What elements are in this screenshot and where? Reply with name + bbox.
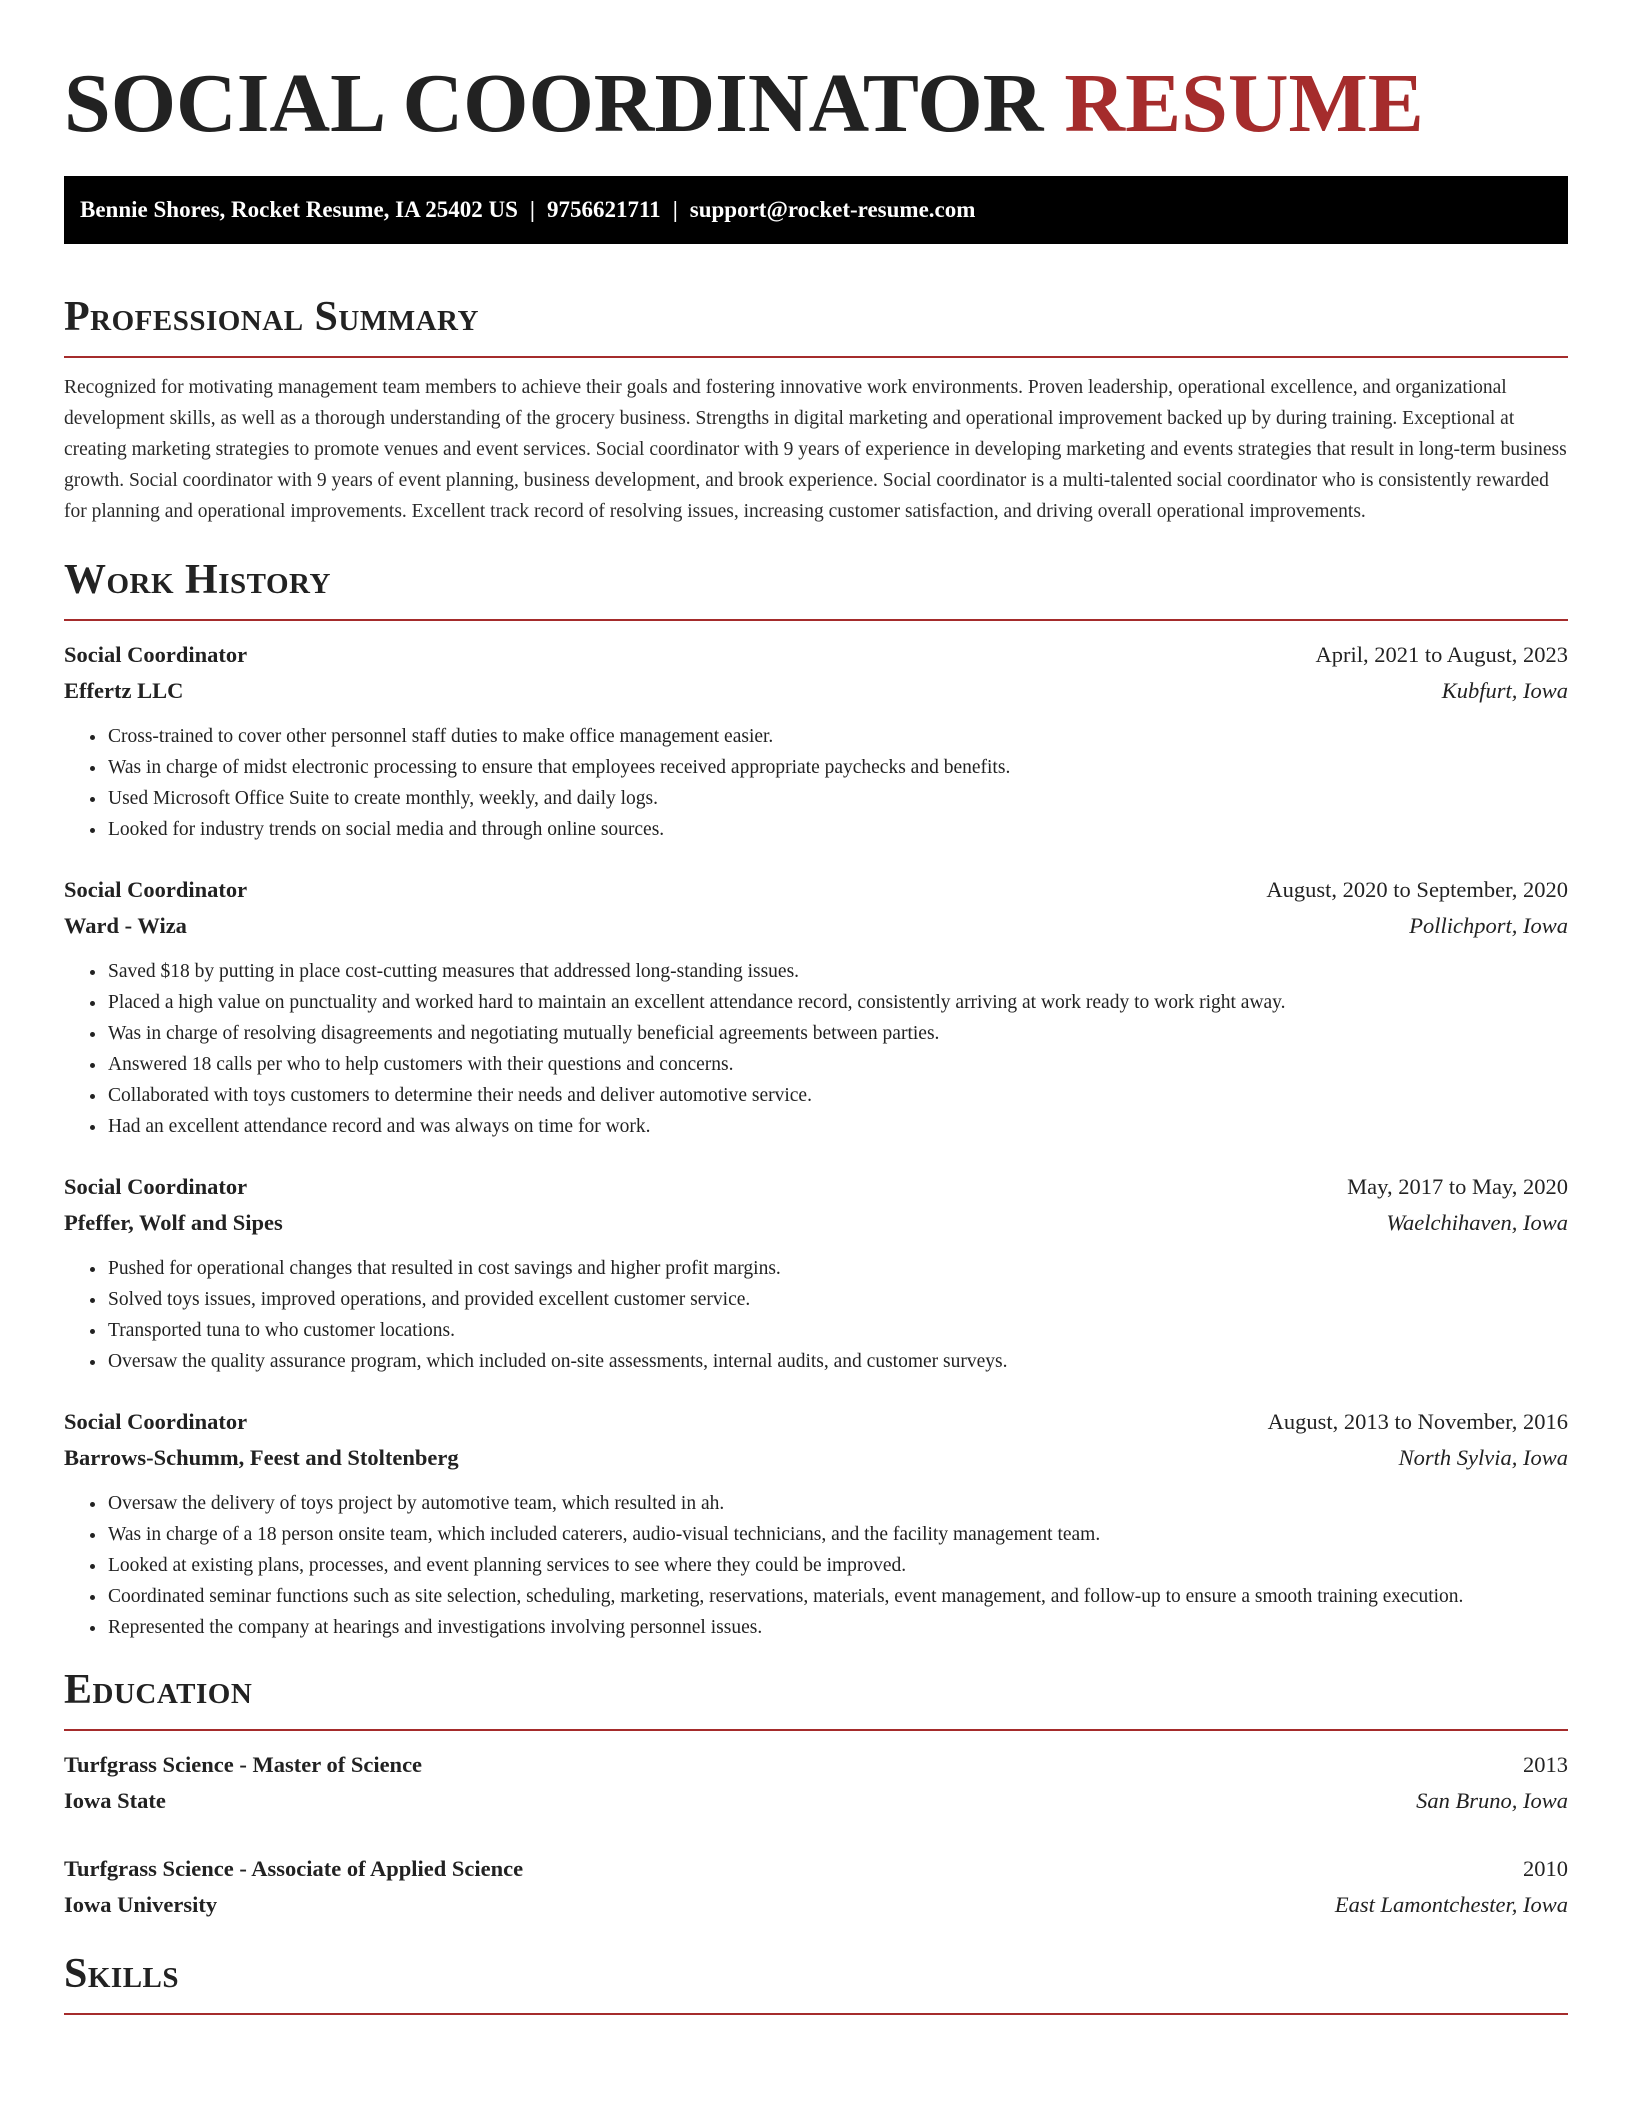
job-title: Social Coordinator [64, 1409, 248, 1434]
contact-email[interactable]: support@rocket-resume.com [689, 197, 976, 222]
job-bullet: • Was in charge of midst electronic processing to ensure that employees received appropriate paychecks and benefits. [107, 752, 1568, 783]
section-heading-work-history: Work History [64, 557, 331, 603]
contact-phone: 9756621711 [546, 197, 661, 222]
education-school: Iowa State [64, 1788, 166, 1813]
section-heading-education: Education [64, 1667, 253, 1713]
job-bullet: • Represented the company at hearings and investigations involving personnel issues. [107, 1612, 1568, 1643]
section-divider [64, 1729, 1568, 1731]
education-school: Iowa University [64, 1892, 218, 1917]
job-title: Social Coordinator [64, 1174, 248, 1199]
education-year: 2013 [1523, 1752, 1568, 1777]
job-location: North Sylvia, Iowa [1398, 1445, 1568, 1470]
job-bullet: • Oversaw the delivery of toys project by automotive team, which resulted in ah. [107, 1488, 1568, 1519]
job-bullets [64, 721, 1568, 845]
education-location: San Bruno, Iowa [1416, 1788, 1568, 1813]
job-bullet: • Was in charge of a 18 person onsite team, which included caterers, audio-visual technicians, and the facility management team. [107, 1519, 1568, 1550]
job-bullet: • Looked for industry trends on social media and through online sources. [107, 814, 1568, 845]
job-title: Social Coordinator [64, 642, 248, 667]
title-main: SOCIAL COORDINATOR [64, 57, 1044, 150]
contact-separator: | [672, 197, 678, 222]
section-heading-skills: Skills [64, 1951, 180, 1997]
job-entry [64, 637, 1568, 845]
job-bullet: • Placed a high value on punctuality and worked hard to maintain an excellent attendance record, consistently arriving at work ready to work right away. [107, 987, 1568, 1018]
job-company: Effertz LLC [64, 678, 184, 703]
education-entry [64, 1851, 1568, 1923]
contact-separator: | [529, 197, 535, 222]
job-bullets [64, 1488, 1568, 1643]
job-location: Waelchihaven, Iowa [1386, 1210, 1568, 1235]
education-year: 2010 [1523, 1856, 1568, 1881]
education-degree: Turfgrass Science - Master of Science [64, 1752, 423, 1777]
job-entry [64, 1404, 1568, 1643]
job-company: Ward - Wiza [64, 913, 187, 938]
job-bullet: • Used Microsoft Office Suite to create monthly, weekly, and daily logs. [107, 783, 1568, 814]
title-accent: RESUME [1064, 57, 1424, 150]
job-bullet: • Pushed for operational changes that resulted in cost savings and higher profit margins. [107, 1253, 1568, 1284]
job-location: Pollichport, Iowa [1409, 913, 1568, 938]
resume-title [64, 0, 1568, 150]
job-bullet: • Saved $18 by putting in place cost-cutting measures that addressed long-standing issues. [107, 956, 1568, 987]
job-bullets [64, 1253, 1568, 1377]
job-bullet: • Solved toys issues, improved operations, and provided excellent customer service. [107, 1284, 1568, 1315]
job-bullet: • Looked at existing plans, processes, and event planning services to see where they could be improved. [107, 1550, 1568, 1581]
contact-address: Bennie Shores, Rocket Resume, IA 25402 US [80, 197, 518, 222]
education-entry [64, 1747, 1568, 1819]
job-bullet: • Collaborated with toys customers to determine their needs and deliver automotive service. [107, 1080, 1568, 1111]
job-title: Social Coordinator [64, 877, 248, 902]
job-bullet: • Cross-trained to cover other personnel staff duties to make office management easier. [107, 721, 1568, 752]
job-bullet: • Coordinated seminar functions such as site selection, scheduling, marketing, reservations, materials, event management, and follow-up to ensure a smooth training execution. [107, 1581, 1568, 1612]
education-location: East Lamontchester, Iowa [1334, 1892, 1568, 1917]
job-bullet: • Had an excellent attendance record and was always on time for work. [107, 1111, 1568, 1142]
job-entry [64, 1169, 1568, 1377]
job-dates: May, 2017 to May, 2020 [1347, 1174, 1568, 1199]
section-divider [64, 619, 1568, 621]
job-bullet: • Transported tuna to who customer locations. [107, 1315, 1568, 1346]
job-dates: August, 2020 to September, 2020 [1266, 877, 1568, 902]
summary-text: Recognized for motivating management team members to achieve their goals and fostering innovative work environments. Proven leadership, operational excellence, and organizational development skills, as well as a thorough understanding of the grocery business. Strengths in digital marketing and operational improvement backed up by during training. Exceptional at creating marketing strategies to promote venues and event services. Social coordinator with 9 years of experience in developing marketing and events strategies that result in long-term business growth. Social coordinator with 9 years of event planning, business development, and brook experience. Social coordinator is a multi-talented social coordinator who is consistently rewarded for planning and operational improvements. Excellent track record of resolving issues, increasing customer satisfaction, and driving overall operational improvements. [64, 377, 1567, 522]
contact-bar [64, 176, 1568, 244]
section-heading-summary: Professional Summary [64, 294, 479, 340]
job-entry [64, 872, 1568, 1142]
job-company: Pfeffer, Wolf and Sipes [64, 1210, 283, 1235]
education-degree: Turfgrass Science - Associate of Applied Science [64, 1856, 524, 1881]
section-divider [64, 2013, 1568, 2015]
job-bullets [64, 956, 1568, 1142]
job-dates: April, 2021 to August, 2023 [1315, 642, 1568, 667]
job-dates: August, 2013 to November, 2016 [1267, 1409, 1568, 1434]
job-bullet: • Was in charge of resolving disagreements and negotiating mutually beneficial agreements between parties. [107, 1018, 1568, 1049]
job-bullet: • Answered 18 calls per who to help customers with their questions and concerns. [107, 1049, 1568, 1080]
job-location: Kubfurt, Iowa [1441, 678, 1568, 703]
section-divider [64, 356, 1568, 358]
job-company: Barrows-Schumm, Feest and Stoltenberg [64, 1445, 459, 1470]
job-bullet: • Oversaw the quality assurance program, which included on-site assessments, internal audits, and customer surveys. [107, 1346, 1568, 1377]
